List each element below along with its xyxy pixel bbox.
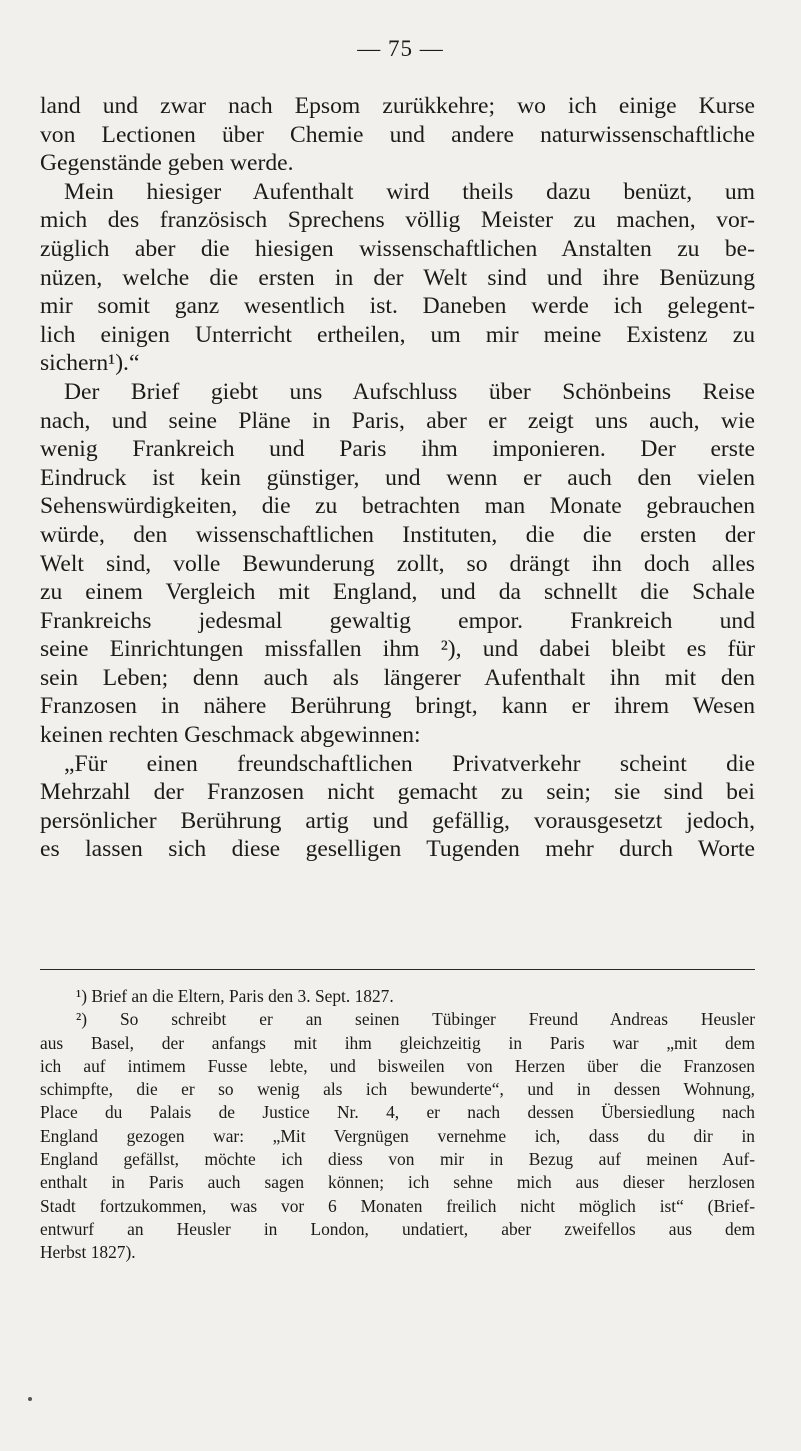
footnote-line: entwurf an Heusler in London, undatiert, aber zweifellos aus dem [40, 1218, 755, 1239]
footnote-line: Place du Palais de Justice Nr. 4, er nach dessen Übersiedlung nach [40, 1102, 755, 1123]
text-line: seine Einrichtungen missfallen ihm ²), und dabei bleibt es für [40, 636, 755, 663]
text-line: Sehenswürdigkeiten, die zu betrachten man Monate gebrauchen [40, 493, 755, 520]
text-line: von Lectionen über Chemie und andere naturwissenschaftliche [40, 121, 755, 148]
footnote-separator [40, 969, 755, 970]
text-line: Eindruck ist kein günstiger, und wenn er auch den vielen [40, 464, 755, 491]
main-text [40, 92, 755, 864]
text-line: lich einigen Unterricht ertheilen, um mir meine Existenz zu [40, 321, 755, 348]
footnote-line: ich auf intimem Fusse lebte, und bisweilen von Herzen über die Franzosen [40, 1055, 755, 1076]
text-line: züglich aber die hiesigen wissenschaftlichen Anstalten zu be- [40, 235, 755, 262]
footnote-line: ²) So schreibt er an seinen Tübinger Freund Andreas Heusler [76, 1009, 755, 1030]
page-number: — 75 — [357, 36, 444, 61]
footnote-line: ¹) Brief an die Eltern, Paris den 3. Sept. 1827. [76, 986, 394, 1006]
footnote-line: enthalt in Paris auch sagen können; ich sehne mich aus dieser herzlosen [40, 1172, 755, 1193]
text-line: Mein hiesiger Aufenthalt wird theils dazu benüzt, um [64, 178, 755, 205]
footnote-line: England gefällst, möchte ich diess von mir in Bezug auf meinen Auf- [40, 1149, 755, 1170]
footnotes [40, 985, 755, 1265]
text-line: wenig Frankreich und Paris ihm imponieren. Der erste [40, 436, 755, 463]
text-line: Gegenstände geben werde. [40, 150, 294, 177]
footnote-line: Herbst 1827). [40, 1242, 136, 1263]
footnote-line: aus Basel, der anfangs mit ihm gleichzeitig in Paris war „mit dem [40, 1032, 755, 1053]
ink-speck [28, 1397, 32, 1401]
text-line: zu einem Vergleich mit England, und da schnellt die Schale [40, 579, 755, 606]
text-line: land und zwar nach Epsom zurükkehre; wo ich einige Kurse [40, 93, 755, 119]
text-line: nüzen, welche die ersten in der Welt sind und ihre Benüzung [40, 264, 755, 291]
text-line: Mehrzahl der Franzosen nicht gemacht zu sein; sie sind bei [40, 779, 755, 806]
text-line: keinen rechten Geschmack abgewinnen: [40, 722, 421, 749]
footnote-line: England gezogen war: „Mit Vergnügen vernehme ich, dass du dir in [40, 1125, 755, 1146]
text-line: persönlicher Berührung artig und gefällig, vorausgesetzt jedoch, [40, 807, 755, 834]
text-line: sichern¹).“ [40, 350, 140, 377]
text-line: Franzosen in nähere Berührung bringt, kann er ihrem Wesen [40, 693, 755, 720]
text-line: Frankreichs jedesmal gewaltig empor. Frankreich und [40, 607, 755, 634]
text-line: würde, den wissenschaftlichen Instituten, die die ersten der [40, 521, 755, 548]
text-line: es lassen sich diese geselligen Tugenden mehr durch Worte [40, 836, 755, 863]
footnote-line: schimpfte, die er so wenig als ich bewunderte“, und in dessen Wohnung, [40, 1079, 755, 1100]
text-line: „Für einen freundschaftlichen Privatverkehr scheint die [64, 750, 755, 777]
text-line: Welt sind, volle Bewunderung zollt, so drängt ihn doch alles [40, 550, 755, 577]
text-line: Der Brief giebt uns Aufschluss über Schönbeins Reise [64, 378, 755, 405]
text-line: nach, und seine Pläne in Paris, aber er zeigt uns auch, wie [40, 407, 755, 434]
text-line: mich des französisch Sprechens völlig Meister zu machen, vor- [40, 207, 755, 234]
footnote-line: Stadt fortzukommen, was vor 6 Monaten freilich nicht möglich ist“ (Brief- [40, 1195, 755, 1216]
text-line: sein Leben; denn auch als längerer Aufenthalt ihn mit den [40, 664, 755, 691]
text-line: mir somit ganz wesentlich ist. Daneben werde ich gelegent- [40, 293, 755, 320]
